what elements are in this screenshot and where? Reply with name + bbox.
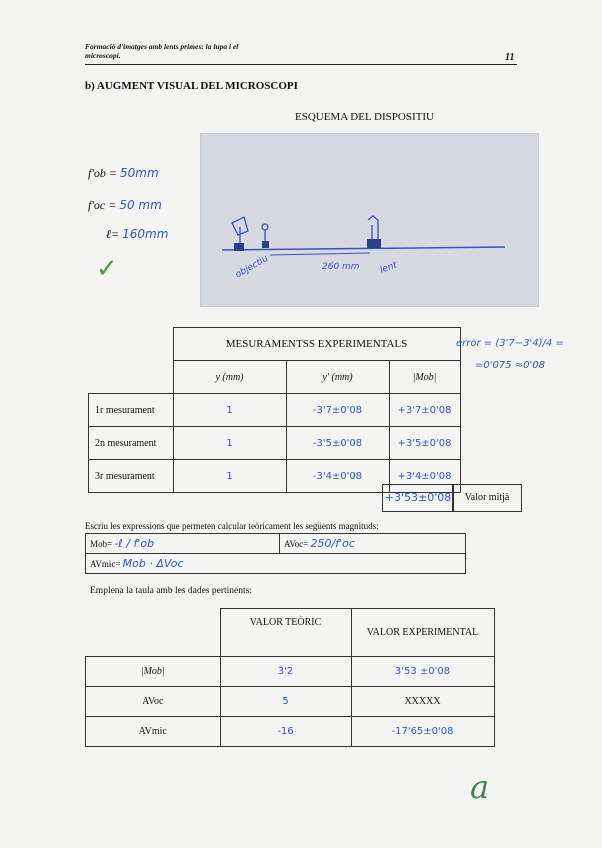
row-exp: -17'65±0'08 bbox=[351, 717, 494, 747]
avmic-value: Mob · ΔVoc bbox=[122, 557, 184, 570]
page-number: 11 bbox=[505, 52, 515, 63]
row-label: 2n mesurament bbox=[89, 427, 174, 460]
foc-label: f'oc = bbox=[88, 198, 117, 212]
col-yp: y' (mm) bbox=[286, 361, 389, 394]
header-line-1: Formació d'imatges amb lents primes: la lupa i el bbox=[85, 42, 239, 51]
section-title: b) AUGMENT VISUAL DEL MICROSCOPI bbox=[85, 80, 298, 92]
avoc-label: AVoc= bbox=[284, 539, 309, 549]
expressions-prompt: Escriu les expressions que permeten calcular teòricament les següents magnituds: bbox=[85, 521, 379, 531]
avmic-label: AVmic= bbox=[90, 559, 121, 569]
fob-line bbox=[88, 166, 159, 181]
row-label: 3r mesurament bbox=[89, 460, 174, 493]
optical-bench-drawing bbox=[210, 205, 510, 285]
row-exp: 3'53 ±0'08 bbox=[351, 657, 494, 687]
header-line-2: microscopi. bbox=[85, 51, 121, 60]
row-m: +3'7±0'08 bbox=[389, 394, 460, 427]
foc-line bbox=[88, 198, 162, 213]
grader-signature: a bbox=[470, 768, 490, 806]
l-value: 160mm bbox=[122, 227, 169, 241]
measurements-title: MESURAMENTSS EXPERIMENTALS bbox=[173, 328, 460, 361]
lens-label: lent bbox=[378, 260, 399, 276]
error-formula: error = (3'7−3'4)/4 = bbox=[456, 338, 564, 349]
fob-value: 50mm bbox=[120, 166, 159, 180]
mean-label: Valor mitjà bbox=[452, 484, 522, 512]
fill-prompt: Emplena la taula amb les dades pertinents: bbox=[90, 586, 252, 596]
table-row bbox=[86, 717, 495, 747]
row-exp: XXXXX bbox=[351, 687, 494, 717]
table-row bbox=[86, 657, 495, 687]
row-y: 1 bbox=[173, 460, 286, 493]
mean-value: +3'53±0'08 bbox=[382, 484, 454, 512]
objective-label: objectiu bbox=[233, 253, 271, 281]
foc-value: 50 mm bbox=[119, 198, 162, 212]
row-y: 1 bbox=[173, 427, 286, 460]
measurements-table bbox=[88, 327, 461, 493]
mob-label: Mob= bbox=[90, 539, 113, 549]
col-y: y (mm) bbox=[173, 361, 286, 394]
check-mark: ✓ bbox=[96, 254, 118, 284]
expressions-box bbox=[85, 533, 466, 574]
row-yp: -3'7±0'08 bbox=[286, 394, 389, 427]
row-label: AVoc bbox=[86, 687, 221, 717]
table-row bbox=[86, 687, 495, 717]
results-table bbox=[85, 608, 495, 747]
row-label: |Mob| bbox=[86, 657, 221, 687]
row-theory: -16 bbox=[220, 717, 351, 747]
header-divider bbox=[85, 64, 517, 65]
row-yp: -3'5±0'08 bbox=[286, 427, 389, 460]
row-label: 1r mesurament bbox=[89, 394, 174, 427]
table-row bbox=[89, 427, 461, 460]
row-theory: 3'2 bbox=[220, 657, 351, 687]
row-m: +3'5±0'08 bbox=[389, 427, 460, 460]
avoc-value: 250/f'oc bbox=[310, 537, 355, 550]
schema-title: ESQUEMA DEL DISPOSITIU bbox=[295, 111, 434, 123]
fob-label: f'ob = bbox=[88, 166, 117, 180]
mob-value: -ℓ / f'ob bbox=[114, 537, 155, 550]
distance-label: 260 mm bbox=[322, 262, 360, 272]
col-theory: VALOR TEÒRIC bbox=[220, 609, 351, 657]
row-yp: -3'4±0'08 bbox=[286, 460, 389, 493]
document-header bbox=[85, 42, 238, 60]
row-label: AVmic bbox=[86, 717, 221, 747]
col-exp: VALOR EXPERIMENTAL bbox=[351, 609, 494, 657]
l-label: ℓ= bbox=[106, 227, 120, 241]
l-line bbox=[106, 227, 168, 242]
row-m: +3'4±0'08 bbox=[389, 460, 460, 493]
row-y: 1 bbox=[173, 394, 286, 427]
col-m: |Mob| bbox=[389, 361, 460, 394]
row-theory: 5 bbox=[220, 687, 351, 717]
table-row bbox=[89, 394, 461, 427]
error-result: =0'075 ≈0'08 bbox=[475, 360, 545, 371]
